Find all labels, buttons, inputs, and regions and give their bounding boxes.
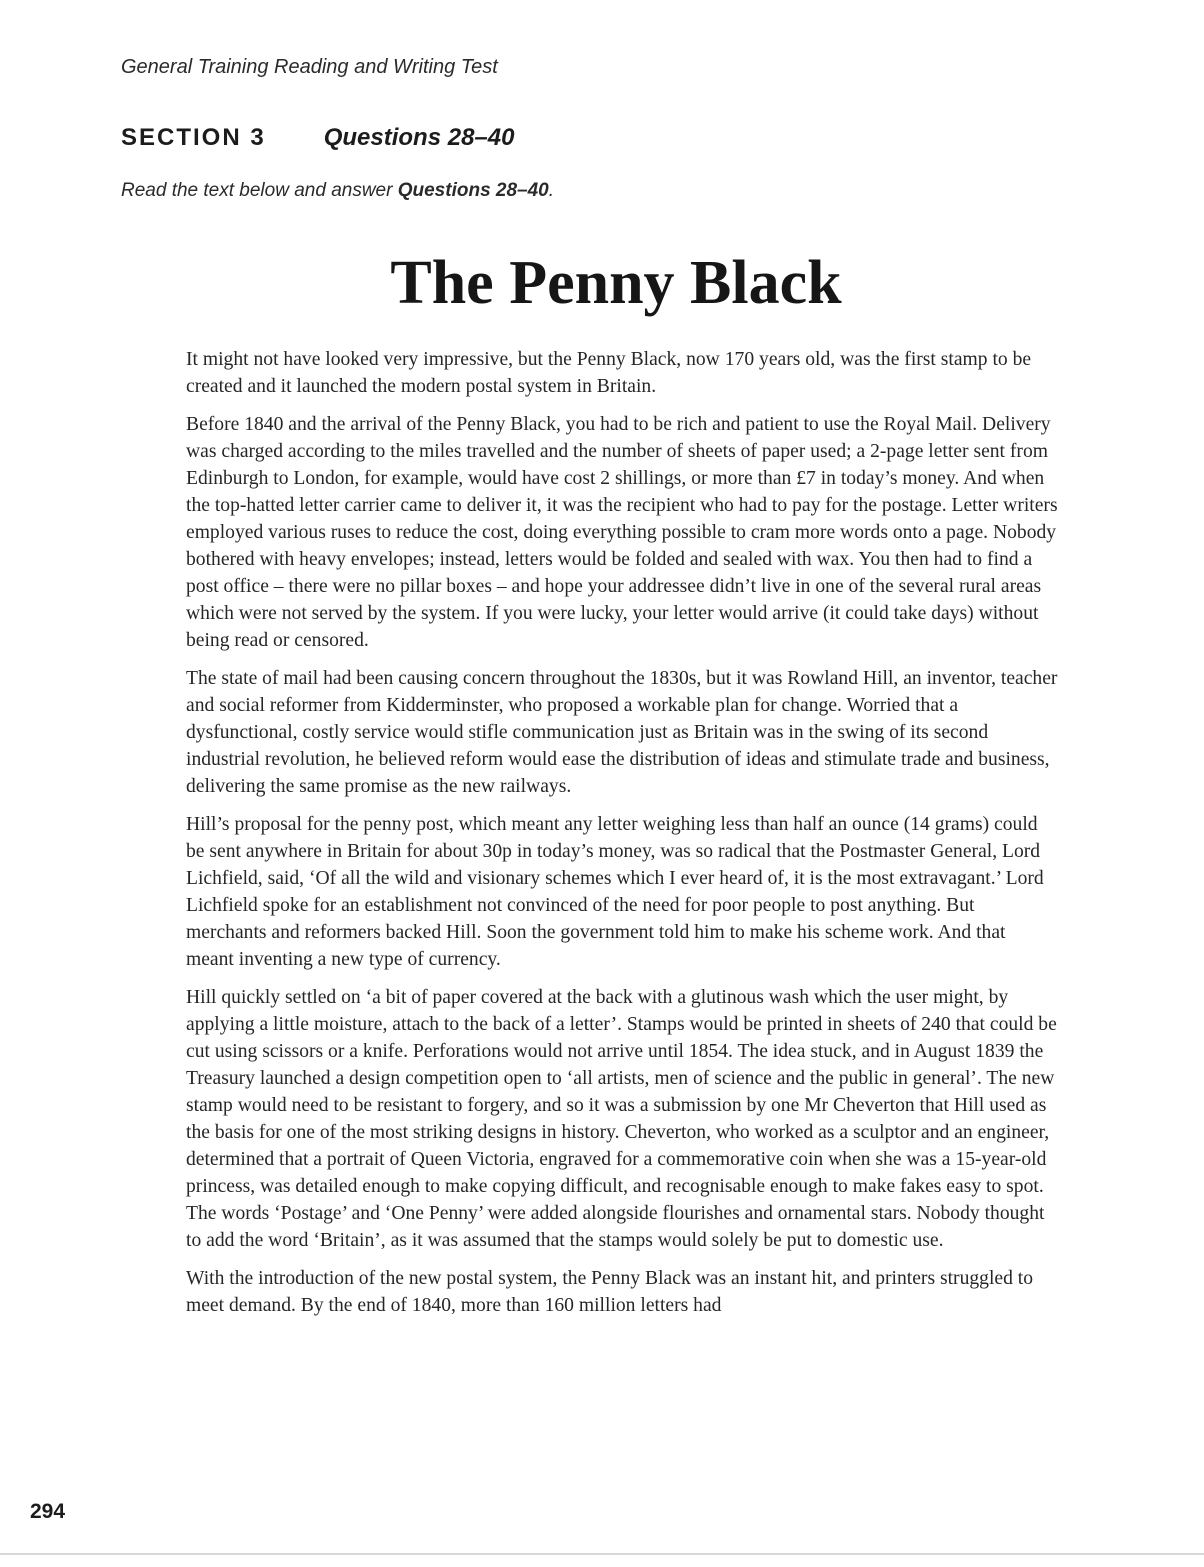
article-paragraph-6: With the introduction of the new postal system, the Penny Black was an instant hit, and printers struggled to meet demand. By the end of 1840, more than 160 million letters had [186,1268,1034,1316]
article-paragraph-2: Before 1840 and the arrival of the Penny Black, you had to be rich and patient to use the Royal Mail. Delivery was charged according to the miles travelled and the number of sheets of paper used; a 2-page letter sent from Edinburgh to London, for example, would have cost 2 shillings, or more than £7 in today’s money. And when the top-hatted letter carrier came to deliver it, it was the recipient who had to pay for the postage. Letter writers employed various ruses to reduce the cost, doing everything possible to cram more words onto a page. Nobody bothered with heavy envelopes; instead, letters would be folded and sealed with wax. You then had to find a post office – there were no pillar boxes – and hope your addressee didn’t live in one of the several rural areas which were not served by the system. If you were lucky, your letter would arrive (it could take days) without being read or censored. [186,414,1058,651]
section-questions-range: Questions 28–40 [323,124,515,151]
article-paragraph-1: It might not have looked very impressive, but the Penny Black, now 170 years old, was the first stamp to be created and it launched the modern postal system in Britain. [186,349,1032,397]
instruction-prefix: Read the text below and answer [121,180,398,201]
page-number: 294 [30,1500,66,1523]
instruction-suffix: . [548,180,555,201]
article-paragraph-5: Hill quickly settled on ‘a bit of paper covered at the back with a glutinous wash which the user might, by applying a little moisture, attach to the back of a letter’. Stamps would be printed in sheets of 240 that could be cut using scissors or a knife. Perforations would not arrive until 1854. The idea stuck, and in August 1839 the Treasury launched a design competition open to ‘all artists, men of science and the public in general’. The new stamp would need to be resistant to forgery, and so it was a submission by one Mr Cheverton that Hill used as the basis for one of the most striking designs in history. Cheverton, who worked as a sculptor and an engineer, determined that a portrait of Queen Victoria, engraved for a commemorative coin when she was a 15-year-old princess, was detailed enough to make copying difficult, and recognisable enough to make fakes easy to spot. The words ‘Postage’ and ‘One Penny’ were added alongside flourishes and ornamental stars. Nobody thought to add the word ‘Britain’, as it was assumed that the stamps would solely be put to domestic use. [186,987,1057,1251]
instruction-questions: Questions 28–40 [397,180,549,201]
running-header: General Training Reading and Writing Test [121,56,498,78]
article-paragraph-4: Hill’s proposal for the penny post, which meant any letter weighing less than half an ounce (14 grams) could be sent anywhere in Britain for about 30p in today’s money, was so radical that the Postmaster General, Lord Lichfield, said, ‘Of all the wild and visionary schemes which I ever heard of, it is the most extravagant.’ Lord Lichfield spoke for an establishment not convinced of the need for poor people to post anything. But merchants and reformers backed Hill. Soon the government told him to make his scheme work. And that meant inventing a new type of currency. [186,814,1044,970]
article-paragraph-3: The state of mail had been causing concern throughout the 1830s, but it was Rowland Hill, an inventor, teacher and social reformer from Kidderminster, who proposed a workable plan for change. Worried that a dysfunctional, costly service would stifle communication just as Britain was in the swing of its second industrial revolution, he believed reform would ease the distribution of ideas and stimulate trade and business, delivering the same promise as the new railways. [186,668,1058,797]
instruction-text [121,180,554,202]
bottom-divider [0,1553,1204,1555]
article-body [186,346,1058,1330]
section-heading [121,124,514,152]
section-label: SECTION 3 [121,124,266,151]
article-title: The Penny Black [390,249,842,317]
